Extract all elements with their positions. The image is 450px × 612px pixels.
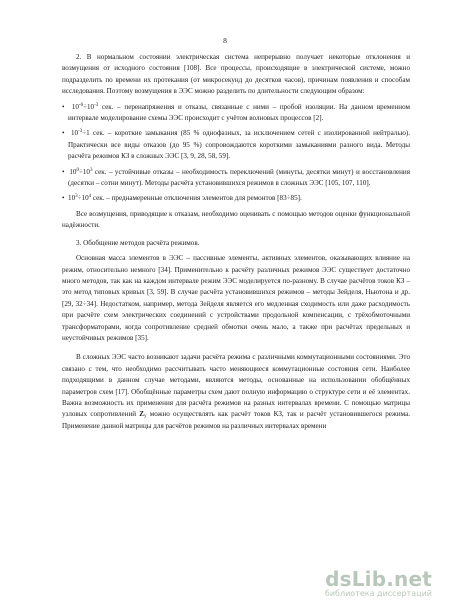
- watermark-tagline: библиотека диссертаций: [324, 589, 432, 598]
- list-item-stable-failures: • $10^0\div 10^3$ сек. – устойчивые отказы – необходимость переключений (минуты, десятки минут) и восстановления (десятки – сотни минут). Методы расчёта установившихся режимов в сложных ЭЭС [105, 107, 110].: [62, 167, 410, 188]
- document-body: [62, 52, 410, 432]
- paragraph-reliability: Все возмущения, приводящие к отказам, необходимо оценивать с помощью методов оценки функциональной надёжности.: [62, 209, 410, 230]
- paragraph-methods: Основная масса элементов в ЭЭС – пассивные элементы, активных элементов, оказывающих влияние на режим, относительно немного [34]. Применительно к расчёту различных режимов ЭЭС существует достаточно много методов, так как на каждом интервале режим ЭЭС моделируется по-разному. В случае расчётов токов КЗ – это метод типовых кривых [3, 59]. В случае расчёта установившихся режимов – методы Зейделя, Ньютона и др. [29, 32÷34]. Недостатком, например, метода Зейделя является его медленная сходимость или даже расходимость при расчёте схем электрических соединений с устройствами продольной компенсации, с трёхобмоточными трансформаторами, когда сопротивление средней обмотки очень мало, а также при расчётах предельных и неустойчивых режимов [35].: [62, 254, 410, 342]
- section-heading: 3. Обобщение методов расчёта режимов.: [76, 238, 200, 247]
- list-item-planned-outages: • $10^3\div 10^4$ сек. – преднамеренные отключения элементов для ремонтов [83÷85].: [62, 194, 302, 203]
- paragraph-disturbances-intro: 2. В нормальном состоянии электрическая система непрерывно получает некоторые отклонения и возмущения от исходного состояния [108]. Все процессы, происходящие в электрической системе, можно подразделить по времени их протекания (от микросекунд до десятков часов), причинам появления и способам исследования. Поэтому возмущения в ЭЭС можно разделить по длительности следующим образом:: [62, 53, 410, 96]
- watermark: [325, 567, 432, 598]
- matrix-symbol: Z: [139, 410, 144, 419]
- page-number: 8: [223, 36, 227, 45]
- list-item-overvoltage: • $10^{-6}\div 10^{-3}$ сек. – перенапряжения и отказы, связанные с ними – пробой изоляции. На данном временном интервале моделирование схемы ЭЭС происходит с учётом волновых процессов [2].: [62, 102, 410, 123]
- paragraph-generalized-parameters: В сложных ЭЭС часто возникают задачи расчёта режима с различными коммутационными состояниями. Это связано с тем, что необходимо рассчитывать часто меняющиеся коммутационные состояния сети. Наиболее подходящими в данном случае методами, являются методы, основанные на использовании обобщённых параметров схем [17]. Обобщённые параметры схем дают полную информацию о структуре сети и её элементах. Важна возможность их применения для расчёта режимов на разных интервалах времени. С помощью матрицы узловых сопротивлений $Z_y$ можно осуществлять как расчёт токов КЗ, так и расчёт установившегося режима. Применение данной матрицы для расчётов режимов на различных интервалах времени: [62, 353, 410, 430]
- list-item-short-circuits: • $10^{-3}\div 1$ сек. – короткие замыкания (85 % однофазных, за исключением сетей с изолированной нейтралью). Практически все виды отказов (до 95 %) сопровождаются короткими замыканиями разного вида. Методы расчёта режимов КЗ в сложных ЭЭС [3, 9, 28, 58, 59].: [62, 129, 410, 161]
- watermark-logo: dsLib.net: [325, 567, 432, 591]
